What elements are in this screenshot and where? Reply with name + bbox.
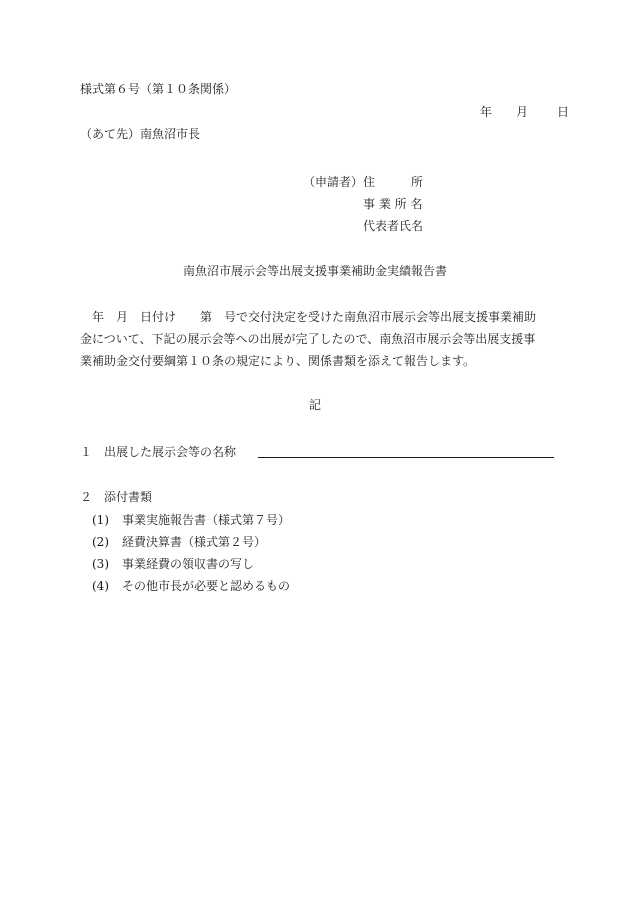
ki-heading: 記 [308,398,321,412]
address-label: 住 所 [363,175,424,189]
attachment-number: (1) [92,513,109,527]
applicant-label: （申請者） [303,175,364,189]
attachment-number: (3) [92,557,109,571]
attachment-item [92,557,254,571]
attachment-label: 経費決算書（様式第２号） [122,535,267,549]
attachment-item [92,513,290,527]
date-year-label: 年 [480,105,493,119]
date-day-label: 日 [557,105,570,119]
attachment-number: (2) [92,535,109,549]
attachment-item [92,579,290,593]
body-line: 年 月 日付け 第 号で交付決定を受けた南魚沼市展示会等出展支援事業補助 [80,310,537,324]
body-line: 金について、下記の展示会等への出展が完了したので、南魚沼市展示会等出展支援事 [80,332,536,346]
attachment-item [92,535,266,549]
attachment-label: 事業実施報告書（様式第７号） [122,513,291,527]
attachment-label: 事業経費の領収書の写し [122,557,255,571]
form-number: 様式第６号（第１０条関係） [80,82,237,96]
item-exhibition-name: １ 出展した展示会等の名称 [80,445,237,459]
body-paragraph [80,306,572,372]
representative-name-label: 代表者氏名 [363,219,424,233]
date-month-label: 月 [516,105,529,119]
document-title: 南魚沼市展示会等出展支援事業補助金実績報告書 [182,264,447,278]
attachment-number: (4) [92,579,109,593]
attachment-label: その他市長が必要と認めるもの [122,579,291,593]
body-line: 業補助金交付要綱第１０条の規定により、関係書類を添えて報告します。 [80,354,476,368]
addressee: （あて先）南魚沼市長 [80,127,201,141]
item-attachments: ２ 添付書類 [80,490,153,504]
office-name-label: 事 業 所 名 [363,197,423,211]
exhibition-name-underline [258,457,554,458]
